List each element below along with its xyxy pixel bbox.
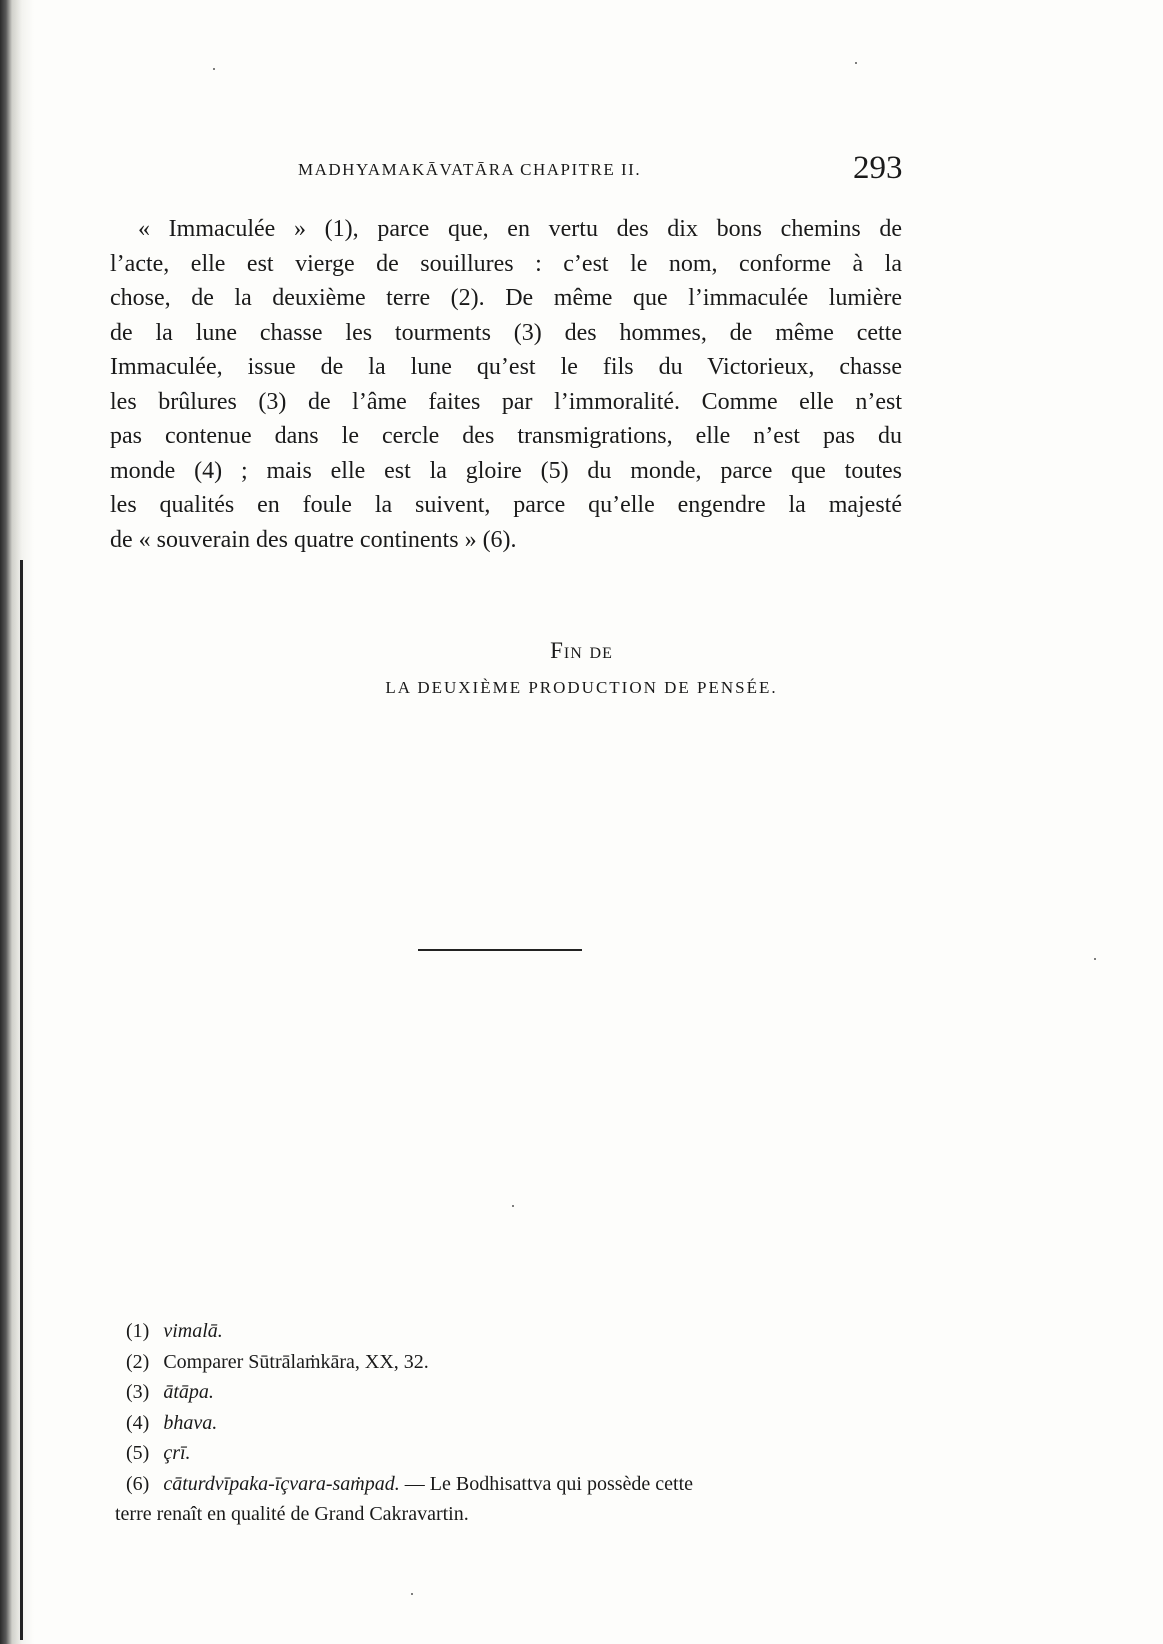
footnote-text: Comparer Sūtrālaṁkāra, XX, 32. xyxy=(163,1350,429,1373)
speck xyxy=(855,62,857,64)
body-line: de la lune chasse les tourments (3) des hommes, de même cette xyxy=(110,319,902,346)
binding-edge xyxy=(0,0,34,1644)
footnote-number: (3) xyxy=(126,1381,150,1403)
body-line: chose, de la deuxième terre (2). De même que l’immaculée lumière xyxy=(110,285,902,311)
binding-line xyxy=(20,560,23,1640)
footnote xyxy=(115,1377,905,1408)
body-line: de « souverain des quatre continents » (6). xyxy=(110,526,517,553)
footnote-number: (6) xyxy=(126,1472,150,1495)
speck xyxy=(213,68,215,70)
footnote-text: — Le Bodhisattva qui possède cette xyxy=(399,1472,694,1495)
body-line: l’acte, elle est vierge de souillures : c’est le nom, conforme à la xyxy=(110,250,902,277)
footnote-number: (1) xyxy=(126,1320,150,1342)
footnote xyxy=(115,1408,905,1439)
footnote-term: cāturdvīpaka-īçvara-saṁpad. xyxy=(163,1472,400,1495)
footnote-number: (2) xyxy=(126,1350,150,1373)
footnotes xyxy=(115,1316,905,1530)
footnote-number: (4) xyxy=(126,1411,150,1434)
footnote-term: bhava. xyxy=(163,1411,218,1434)
body-line: « Immaculée » (1), parce que, en vertu des dix bons chemins de xyxy=(138,216,902,242)
page-number: 293 xyxy=(853,150,903,186)
body-line: Immaculée, issue de la lune qu’est le fils du Victorieux, chasse xyxy=(110,354,902,380)
running-title: MADHYAMAKĀVATĀRA CHAPITRE II. xyxy=(298,160,642,179)
footnote xyxy=(115,1347,905,1378)
speck xyxy=(411,1593,413,1595)
body-line: monde (4) ; mais elle est la gloire (5) du monde, parce que toutes xyxy=(110,457,902,484)
section-divider xyxy=(418,949,582,951)
footnote xyxy=(115,1438,905,1469)
footnote xyxy=(115,1469,905,1500)
speck xyxy=(1094,958,1096,960)
speck xyxy=(512,1205,514,1207)
body-line: les qualités en foule la suivent, parce qu’elle engendre la majesté xyxy=(110,492,902,518)
footnote xyxy=(115,1316,905,1347)
footnote-term: vimalā. xyxy=(163,1320,223,1342)
footnote-term: ātāpa. xyxy=(163,1381,214,1403)
footnote-term: çrī. xyxy=(163,1442,191,1464)
body-line: pas contenue dans le cercle des transmigrations, elle n’est pas du xyxy=(110,423,902,449)
explicit-heading: Fin de xyxy=(550,638,613,663)
footnote-continuation: terre renaît en qualité de Grand Cakravartin. xyxy=(115,1503,469,1525)
body-line: les brûlures (3) de l’âme faites par l’immoralité. Comme elle n’est xyxy=(110,388,902,415)
footnote-number: (5) xyxy=(126,1442,150,1464)
explicit-subheading: LA DEUXIÈME PRODUCTION DE PENSÉE. xyxy=(385,678,778,697)
body-paragraph xyxy=(110,212,902,557)
